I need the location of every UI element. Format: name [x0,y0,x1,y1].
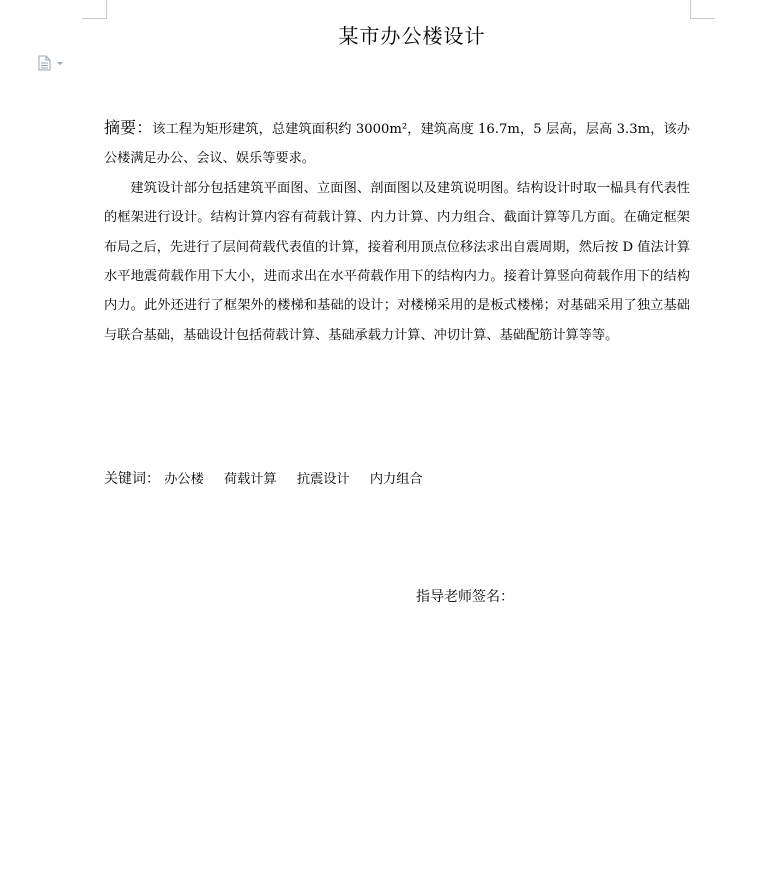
abstract [104,113,690,350]
keywords [104,467,439,492]
abstract-paragraph-1 [104,113,690,174]
keyword-item: 办公楼 [164,472,204,487]
keyword-item: 抗震设计 [296,472,350,487]
keyword-item: 荷载计算 [223,472,277,487]
abstract-text-1: 该工程为矩形建筑，总建筑面积约 3000m²，建筑高度 16.7m，5 层高，层高 3.3m，该办公楼满足办公、会议、娱乐等要求。 [104,122,690,167]
abstract-paragraph-2: 建筑设计部分包括建筑平面图、立面图、剖面图以及建筑说明图。结构设计时取一榀具有代表性的框架进行设计。结构计算内容有荷载计算、内力计算、内力组合、截面计算等几方面。在确定框架布局之后，先进行了层间荷载代表值的计算，接着利用顶点位移法求出自震周期，然后按 D 值法计算水平地震荷载作用下大小，进而求出在水平荷载作用下的结构内力。接着计算竖向荷载作用下的结构内力。此外还进行了框架外的楼梯和基础的设计；对楼梯采用的是板式楼梯；对基础采用了独立基础与联合基础，基础设计包括荷载计算、基础承载力计算、冲切计算、基础配筋计算等等。 [104,180,691,343]
keyword-item: 内力组合 [369,472,423,487]
abstract-label: 摘要： [104,118,153,137]
advisor-signature-label: 指导老师签名： [416,589,514,605]
margin-mark-top-left [82,0,107,19]
margin-mark-top-right [690,0,715,19]
document-icon[interactable] [38,55,66,71]
keywords-label: 关键词： [104,471,160,487]
document-title: 某市办公楼设计 [338,24,486,48]
